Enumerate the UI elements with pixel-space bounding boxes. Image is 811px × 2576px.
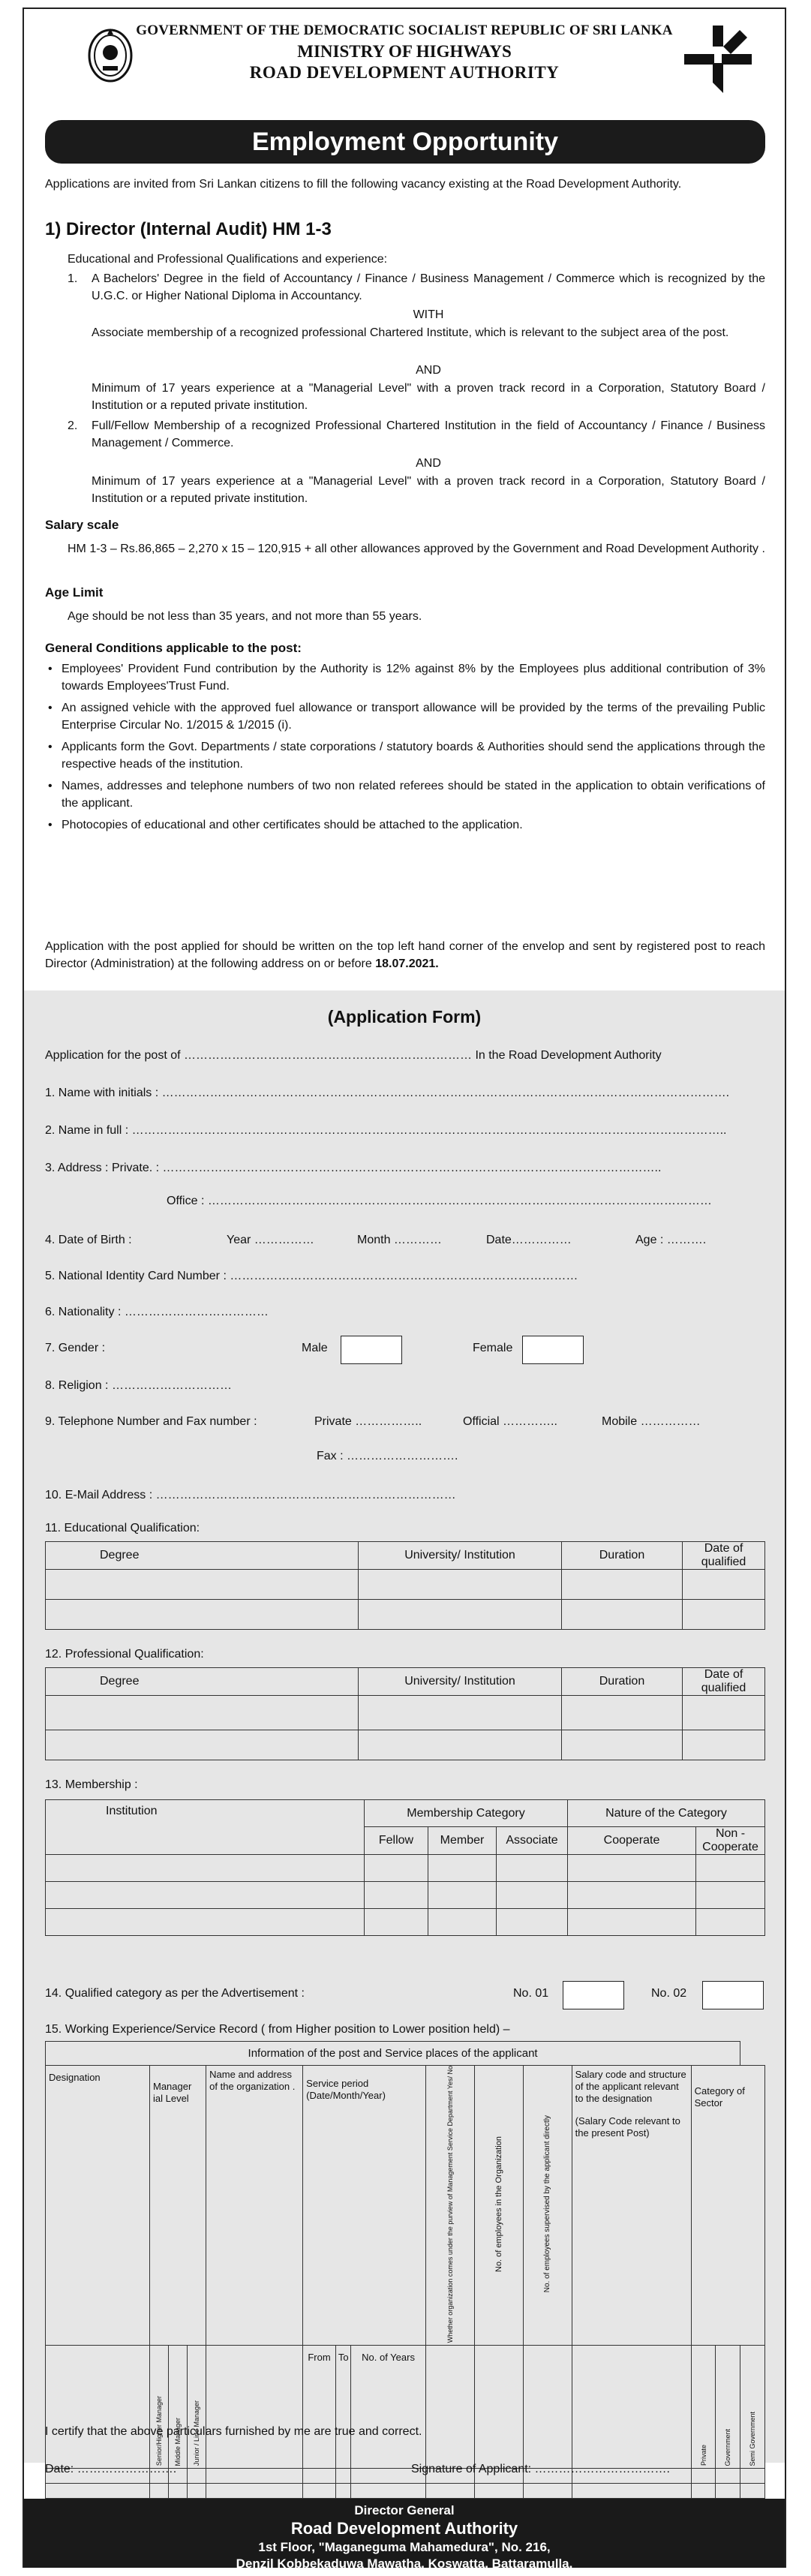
certification-text: I certify that the above particulars furnished by me are true and correct. (45, 2425, 422, 2438)
work-years-header: No. of Years (351, 2346, 425, 2469)
name-full-field[interactable]: 2. Name in full : ………………………………………………………………………………………………………………………………….. (45, 1124, 727, 1137)
educational-qualification-table (45, 1541, 765, 1630)
q1-text: A Bachelors' Degree in the field of Accountancy / Finance / Business Management / Commerce which is recognized by the U.G.C. or Higher National Diploma in Accountancy. (92, 272, 765, 302)
address-private-field[interactable]: 3. Address : Private. : …………………………………………………………………………………………………………….. (45, 1162, 662, 1174)
table-cell[interactable] (497, 1909, 568, 1936)
professional-qualification-label: 12. Professional Qualification: (45, 1648, 204, 1661)
with-label: WITH (413, 308, 444, 321)
telephone-label: 9. Telephone Number and Fax number : (45, 1415, 257, 1428)
table-header: Duration (562, 1668, 683, 1696)
gender-female-checkbox[interactable] (522, 1336, 584, 1364)
table-cell[interactable] (46, 2346, 150, 2469)
fax-field[interactable]: Fax : ………………………. (317, 1450, 458, 1462)
telephone-official-field[interactable]: Official ………….. (463, 1415, 557, 1428)
table-header: Non - Cooperate (696, 1827, 765, 1855)
header-authority: ROAD DEVELOPMENT AUTHORITY (249, 63, 560, 82)
footer-title: Director General (354, 2503, 455, 2517)
banner-employment-opportunity: Employment Opportunity (45, 120, 765, 164)
telephone-private-field[interactable]: Private …………….. (314, 1415, 422, 1428)
educational-qualification-label: 11. Educational Qualification: (45, 1522, 200, 1534)
q2-experience: Minimum of 17 years experience at a "Managerial Level" with a proven track record in a Corporation, Statutory Board / Institution or a reputed private institution. (92, 475, 765, 505)
closing-date: 18.07.2021. (375, 957, 439, 970)
table-cell[interactable] (428, 1909, 497, 1936)
footer-address-1: 1st Floor, "Maganeguma Mahamedura", No. 216, (258, 2540, 551, 2554)
table-cell[interactable] (46, 1730, 359, 1760)
work-employees-text: No. of employees in the Organization (494, 2136, 503, 2273)
work-sector-government: Government (724, 2428, 732, 2466)
work-employees-header (474, 2066, 523, 2346)
salary-heading: Salary scale (45, 518, 119, 532)
q1-experience: Minimum of 17 years experience at a "Managerial Level" with a proven track record in a Corporation, Statutory Board / Institution or a reputed private institution. (92, 382, 765, 412)
table-cell[interactable] (46, 1855, 365, 1882)
table-cell[interactable] (523, 2346, 572, 2469)
gender-male-checkbox[interactable] (341, 1336, 402, 1364)
table-cell[interactable] (359, 1696, 562, 1730)
q2-text: Full/Fellow Membership of a recognized Professional Chartered Institution in the field of Accountancy / Finance / Business Management / Commerce. (92, 419, 765, 449)
table-header: Date of qualified (683, 1542, 765, 1570)
q2-number: 2. (68, 419, 78, 432)
table-cell[interactable] (46, 2484, 150, 2499)
condition-item: • An assigned vehicle with the approved fuel allowance or transport allowance will be provided by the terms of the prevailing Public Enterprise Circular No. 1/2015 & 1/2015 (i). (45, 699, 765, 734)
professional-qualification-table (45, 1667, 765, 1760)
table-cell[interactable] (683, 1600, 765, 1630)
table-header: University/ Institution (359, 1668, 562, 1696)
and-label-1: AND (416, 364, 441, 377)
rda-logo-icon (684, 26, 752, 93)
table-header: Cooperate (568, 1827, 696, 1855)
nic-field[interactable]: 5. National Identity Card Number : …………………………………………………………………………… (45, 1270, 578, 1282)
form-title: (Application Form) (327, 1007, 482, 1026)
dob-date-field[interactable]: Date…………… (486, 1234, 572, 1246)
header-ministry: MINISTRY OF HIGHWAYS (297, 42, 512, 61)
work-whether-header (425, 2066, 474, 2346)
work-supervised-text: No. of employees supervised by the applicant directly (543, 2115, 552, 2293)
table-cell[interactable] (562, 1730, 683, 1760)
table-header: Membership Category (365, 1800, 568, 1827)
category-no1-box[interactable] (563, 1981, 624, 2009)
q1-association: Associate membership of a recognized professional Chartered Institute, which is relevant to the subject area of the post. (92, 326, 729, 339)
table-cell[interactable] (425, 2346, 474, 2469)
table-cell[interactable] (359, 1600, 562, 1630)
table-cell[interactable] (365, 1855, 428, 1882)
closing-instructions (45, 938, 765, 972)
table-header: Degree (46, 1542, 359, 1570)
email-field[interactable]: 10. E-Mail Address : ………………………………………………………………… (45, 1489, 456, 1501)
category-no1-label: No. 01 (513, 1987, 549, 2000)
age-text: Age should be not less than 35 years, and not more than 55 years. (68, 610, 422, 623)
work-organization-header: Name and address of the organization . (206, 2066, 303, 2346)
qualified-category-label: 14. Qualified category as per the Advertisement : (45, 1987, 305, 2000)
condition-item: • Employees' Provident Fund contribution by the Authority is 12% against 8% by the Employees plus additional contribution of 3% towards Employees'Trust Fund. (45, 660, 765, 695)
work-category-header: Category of Sector (691, 2066, 764, 2346)
gender-label: 7. Gender : (45, 1342, 106, 1354)
name-initials-field[interactable]: 1. Name with initials : ……………………………………………………………………………………………………………………………. (45, 1087, 730, 1099)
dob-year-field[interactable]: Year …………… (227, 1234, 314, 1246)
table-cell[interactable] (428, 1855, 497, 1882)
dob-month-field[interactable]: Month ………… (357, 1234, 442, 1246)
nationality-field[interactable]: 6. Nationality : ……………………………… (45, 1306, 269, 1318)
table-header: University/ Institution (359, 1542, 562, 1570)
table-cell[interactable] (46, 1570, 359, 1600)
advertisement-frame (23, 8, 786, 2571)
membership-label: 13. Membership : (45, 1778, 138, 1791)
table-cell[interactable] (497, 1855, 568, 1882)
conditions-list (45, 660, 765, 838)
post-applied-field[interactable]: Application for the post of ……………………………………………………………… In the Road Development Authority (45, 1049, 662, 1062)
table-cell[interactable] (683, 1570, 765, 1600)
table-cell[interactable] (359, 1570, 562, 1600)
table-cell[interactable] (46, 1882, 365, 1909)
table-cell[interactable] (572, 2346, 691, 2469)
work-level-col (188, 2346, 206, 2469)
table-cell[interactable] (46, 1909, 365, 1936)
work-designation-header: Designation (46, 2066, 150, 2346)
table-cell[interactable] (46, 1600, 359, 1630)
footer (24, 2499, 785, 2571)
address-office-field[interactable]: Office : ……………………………………………………………………………………………………………… (167, 1195, 712, 1207)
table-header: Fellow (365, 1827, 428, 1855)
work-experience-table (45, 2041, 765, 2529)
work-whether-text: Whether organization comes under the purview of Management Service Department Yes/ No (446, 2066, 454, 2343)
work-from-header: From (303, 2346, 336, 2469)
salary-text: HM 1-3 – Rs.86,865 – 2,270 x 15 – 120,915 + all other allowances approved by the Government and Road Development Authority . (68, 543, 765, 555)
age-field[interactable]: Age : ………. (635, 1234, 707, 1246)
dob-label: 4. Date of Birth : (45, 1234, 132, 1246)
work-period-header: Service period (Date/Month/Year) (303, 2066, 425, 2346)
work-level-col (150, 2346, 169, 2469)
category-no2-box[interactable] (702, 1981, 764, 2009)
table-cell[interactable] (206, 2346, 303, 2469)
work-level-junior: Junior / Line Manager (193, 2400, 201, 2466)
signature-field[interactable]: Signature of Applicant: ……………………………. (411, 2463, 670, 2475)
table-header: Associate (497, 1827, 568, 1855)
intro-text: Applications are invited from Sri Lankan citizens to fill the following vacancy existing at the Road Development Authority. (45, 178, 682, 191)
category-no2-label: No. 02 (651, 1987, 687, 2000)
table-cell[interactable] (562, 1600, 683, 1630)
work-level-middle: Middle Manager (174, 2417, 182, 2466)
telephone-mobile-field[interactable]: Mobile …………… (602, 1415, 701, 1428)
religion-field[interactable]: 8. Religion : ………………………… (45, 1379, 232, 1392)
table-header: Date of qualified (683, 1668, 765, 1696)
gender-female-label: Female (473, 1342, 513, 1354)
membership-table (45, 1799, 765, 1936)
table-cell[interactable] (46, 1696, 359, 1730)
header (24, 23, 785, 83)
q1-number: 1. (68, 272, 78, 285)
work-level-col (169, 2346, 188, 2469)
table-header: Institution (46, 1800, 365, 1855)
table-cell[interactable] (497, 1882, 568, 1909)
table-cell[interactable] (683, 1730, 765, 1760)
table-cell[interactable] (359, 1730, 562, 1760)
table-cell[interactable] (696, 1882, 765, 1909)
table-cell[interactable] (365, 1909, 428, 1936)
work-sector-col (691, 2346, 716, 2469)
work-salary-text: Salary code and structure of the applicant relevant to the designation (575, 2069, 686, 2104)
work-to-header: To (335, 2346, 351, 2469)
table-cell[interactable] (696, 1855, 765, 1882)
table-cell[interactable] (696, 1909, 765, 1936)
table-cell[interactable] (562, 1570, 683, 1600)
work-salary-header (572, 2066, 691, 2346)
age-heading: Age Limit (45, 585, 104, 600)
table-cell[interactable] (428, 1882, 497, 1909)
table-cell[interactable] (568, 1855, 696, 1882)
work-sector-col (740, 2346, 765, 2469)
condition-item: • Applicants form the Govt. Departments / state corporations / statutory boards & Authorities should send the applications through the respective heads of the institution. (45, 738, 765, 773)
conditions-heading: General Conditions applicable to the post: (45, 641, 302, 655)
work-sector-private: Private (699, 2445, 707, 2466)
table-header: Duration (562, 1542, 683, 1570)
footer-address-2: Denzil Kobbekaduwa Mawatha, Koswatta, Battaramulla. (236, 2556, 573, 2571)
table-cell[interactable] (568, 1882, 696, 1909)
work-salary-note: (Salary Code relevant to the present Post) (575, 2115, 680, 2139)
work-sector-col (716, 2346, 740, 2469)
qualification-heading: Educational and Professional Qualifications and experience: (68, 253, 388, 266)
gender-male-label: Male (302, 1342, 328, 1354)
date-field[interactable]: Date: ……………………. (45, 2463, 177, 2475)
work-level-senior: Senior/Higher Manager (155, 2396, 164, 2466)
and-label-2: AND (416, 457, 441, 470)
work-table-header: Information of the post and Service places of the applicant (46, 2042, 740, 2066)
table-cell[interactable] (474, 2346, 523, 2469)
table-header: Nature of the Category (568, 1800, 765, 1827)
work-sector-semi: Semi Government (749, 2411, 757, 2466)
table-header: Degree (46, 1668, 359, 1696)
table-header: Member (428, 1827, 497, 1855)
closing-text: Application with the post applied for should be written on the top left hand corner of the envelop and sent by registered post to reach Director (Administration) at the following address on or before (45, 940, 765, 970)
condition-item: • Photocopies of educational and other certificates should be attached to the application. (45, 816, 765, 834)
table-cell[interactable] (683, 1696, 765, 1730)
table-cell[interactable] (568, 1909, 696, 1936)
table-cell[interactable] (365, 1882, 428, 1909)
header-government: GOVERNMENT OF THE DEMOCRATIC SOCIALIST REPUBLIC OF SRI LANKA (136, 23, 673, 38)
condition-item: • Names, addresses and telephone numbers of two non related referees should be stated in the application to obtain verifications of the applicant. (45, 777, 765, 812)
footer-authority: Road Development Authority (290, 2519, 518, 2538)
post-title: 1) Director (Internal Audit) HM 1-3 (45, 219, 332, 239)
work-manager-header: Manager ial Level (150, 2066, 206, 2346)
table-cell[interactable] (562, 1696, 683, 1730)
work-supervised-header (523, 2066, 572, 2346)
work-experience-label: 15. Working Experience/Service Record ( from Higher position to Lower position held) – (45, 2023, 510, 2036)
